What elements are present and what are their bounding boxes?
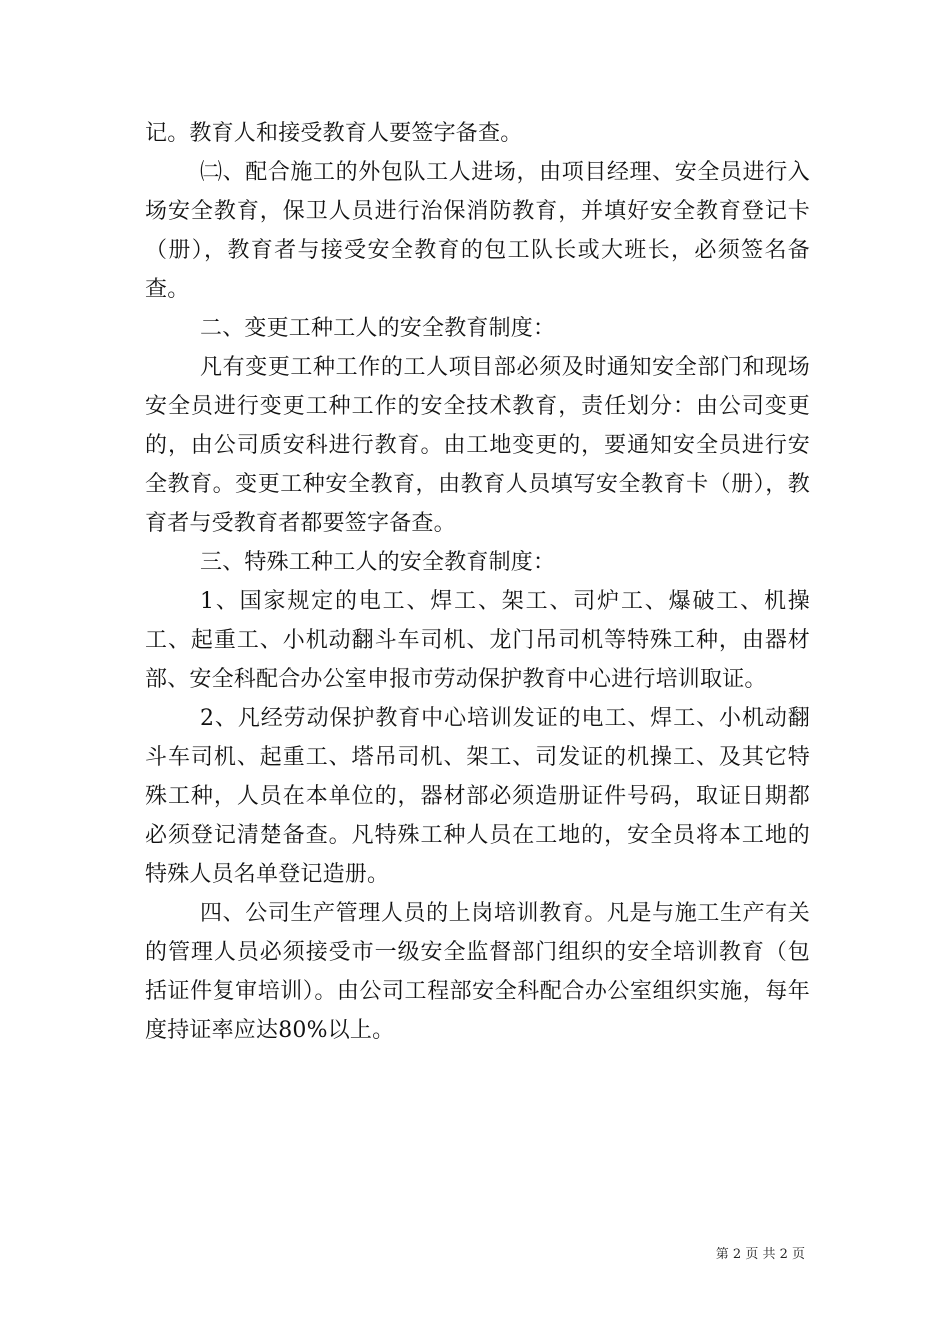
paragraph-continuation: 记。教育人和接受教育人要签字备查。: [145, 121, 523, 146]
paragraph-outsourced-workers: ㈡、配合施工的外包队工人进场，由项目经理、安全员进行入场安全教育，保卫人员进行治保消防教育，并填好安全教育登记卡（册），教育者与接受安全教育的包工队长或大班长，必须签名备查。: [145, 160, 810, 302]
paragraph-job-change-details: 凡有变更工种工作的工人项目部必须及时通知安全部门和现场安全员进行变更工种工作的安全技术教育，责任划分：由公司变更的，由公司质安科进行教育。由工地变更的，要通知安全员进行安全教育。变更工种安全教育，由教育人员填写安全教育卡（册），教育者与受教育者都要签字备查。: [145, 355, 810, 536]
paragraph-special-trades-item-2: 2、凡经劳动保护教育中心培训发证的电工、焊工、小机动翻斗车司机、起重工、塔吊司机、架工、司发证的机操工、及其它特殊工种，人员在本单位的，器材部必须造册证件号码，取证日期都必须登记清楚备查。凡特殊工种人员在工地的，安全员将本工地的特殊人员名单登记造册。: [145, 706, 810, 887]
document-body: [145, 114, 810, 1050]
paragraph-management-training: 四、公司生产管理人员的上岗培训教育。凡是与施工生产有关的管理人员必须接受市一级安全监督部门组织的安全培训教育（包括证件复审培训）。由公司工程部安全科配合办公室组织实施，每年度持证率应达80%以上。: [145, 901, 810, 1043]
paragraph-special-trades-item-1: 1、国家规定的电工、焊工、架工、司炉工、爆破工、机操工、起重工、小机动翻斗车司机、龙门吊司机等特殊工种，由器材部、安全科配合办公室申报市劳动保护教育中心进行培训取证。: [145, 589, 810, 692]
heading-job-change-education: 二、变更工种工人的安全教育制度：: [200, 316, 556, 341]
heading-special-trades-education: 三、特殊工种工人的安全教育制度：: [200, 550, 556, 575]
page-number-footer: 第 2 页 共 2 页: [715, 1247, 805, 1262]
